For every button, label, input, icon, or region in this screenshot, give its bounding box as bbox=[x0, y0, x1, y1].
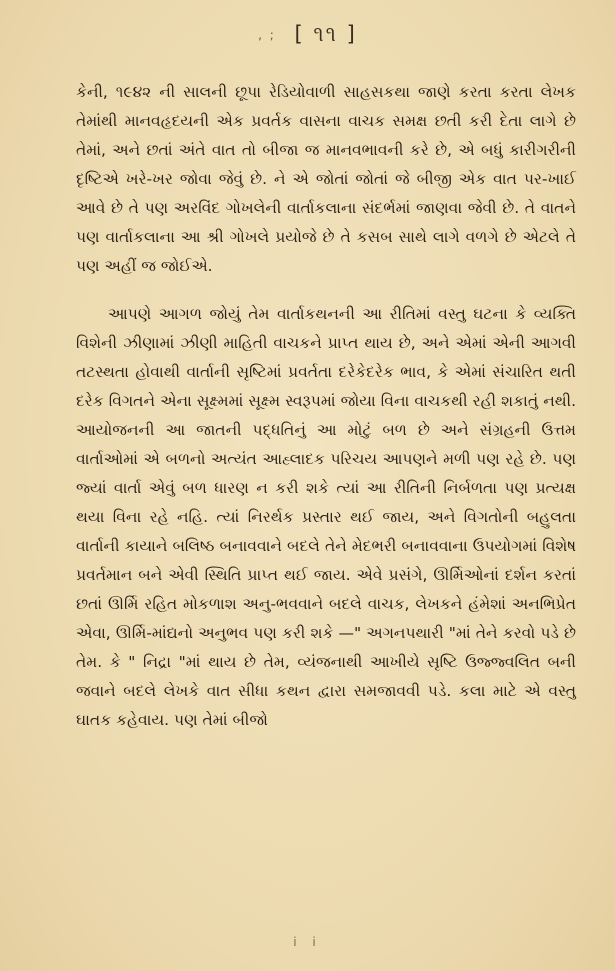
footer-marks: ⅰ ⅰ bbox=[293, 935, 322, 949]
paragraph-2: આપણે આગળ જોયું તેમ વાર્તાકથનની આ રીતિમાં વસ્તુ ઘટના કે વ્યક્તિ વિશેની ઝીણામાં ઝીણી માહિતી વાચકને પ્રાપ્ત થાય છે, અને એમાં એની આગવી તટસ્થતા હોવાથી વાર્તાની સૃષ્ટિમાં પ્રવર્તતા દરેકેદરેક ભાવ, કે એમાં સંચારિત થતી દરેક વિગતને એના સૂક્ષ્મમાં સૂક્ષ્મ સ્વરૂપમાં જોયા વિના વાચકથી રહી શકાતું નથી. આયોજનની આ જાતની પદ્ધતિનું આ મોટું બળ છે અને સંગ્રહની ઉત્તમ વાર્તાઓમાં એ બળનો અત્યંત આહ્લાદક પરિચય આપણને મળી પણ રહે છે. પણ જ્યાં વાર્તા એવું બળ ધારણ ન કરી શકે ત્યાં આ રીતિની નિર્બળતા પણ પ્રત્યક્ષ થયા વિના રહે નહિ. ત્યાં નિરર્થક પ્રસ્તાર થઈ જાય, અને વિગતોની બહુલતા વાર્તાની કાયાને બલિષ્ઠ બનાવવાને બદલે તેને મેદભરી બનાવવાના ઉપયોગમાં વિશેષ પ્રવર્તમાન બને એવી સ્થિતિ પ્રાપ્ત થઈ જાય. એવે પ્રસંગે, ઊર્મિઓનાં દર્શન કરતાં છતાં ઊર્મિ રહિત મોકળાશ અનુ-ભવવાને બદલે વાચક, લેખકને હંમેશાં અનભિપ્રેત એવા, ઊર્મિ-માંદ્યનો અનુભવ પણ કરી શકે —" અગનપથારી "માં તેને કરવો પડે છે તેમ. કે " નિદ્રા "માં થાય છે તેમ, વ્યંજનાથી આખીયે સૃષ્ટિ ઉજ્જ્વલિત બની જવાને બદલે લેખકે વાત સીધા કથન દ્વારા સમજાવવી પડે. કલા માટે એ વસ્તુ ઘાતક કહેવાય. પણ તેમાં બીજો bbox=[76, 305, 576, 729]
paragraph-1: કેની, ૧૯૪૨ ની સાલની છૂપા રેડિયોવાળી સાહસકથા જાણે કરતા કરતા લેખક તેમાંથી માનવહૃદયની એક પ્રવર્તક વાસના વાચક સમક્ષ છતી કરી દેતા લાગે છે તેમાં, અને છતાં અંતે વાત તો બીજા જ માનવભાવની કરે છે, એ બધું કારીગરીની દૃષ્ટિએ ખરે-ખર જોવા જેવું છે. ને એ જોતાં જોતાં જે બીજી એક વાત પર-ખાઈ આવે છે તે પણ અરવિંદ ગોખલેની વાર્તાકલાના સંદર્ભમાં જાણવા જેવી છે. તે વાતને પણ વાર્તાકલાના આ શ્રી ગોખલે પ્રયોજે છે તે કસબ સાથે લાગે વળગે છે એટલે તે પણ અહીં જ જોઈએ. bbox=[76, 83, 576, 275]
page-header bbox=[0, 22, 615, 47]
body-text bbox=[76, 78, 576, 735]
page-number: [ ૧૧ ] bbox=[294, 22, 357, 46]
header-marks: , ; bbox=[258, 28, 276, 42]
